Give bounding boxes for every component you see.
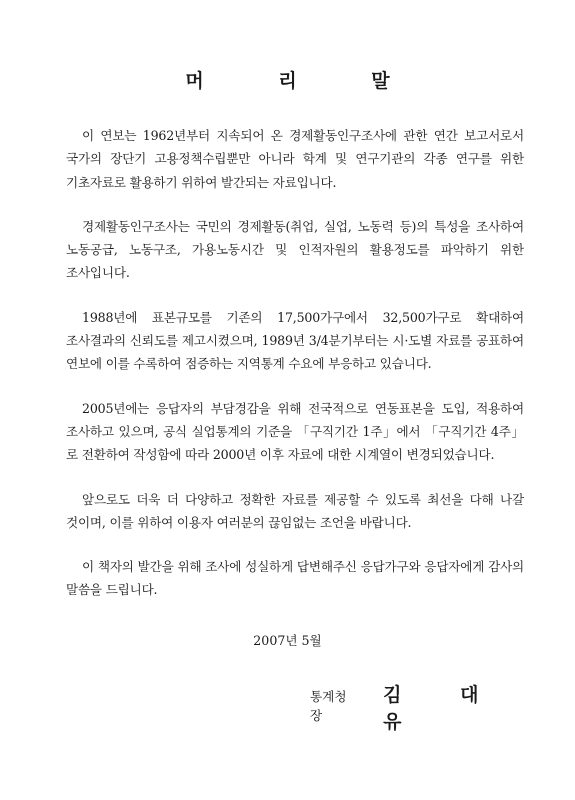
paragraph-4: 2005년에는 응답자의 부담경감을 위해 전국적으로 연동표본을 도입, 적용하여 조사하고 있으며, 공식 실업통계의 기준을 「구직기간 1주」에서 「구직기간 4주」로 전환하여 작성함에 따라 2000년 이후 자료에 대한 시계열이 변경되었습니다. — [66, 400, 524, 463]
paragraph-6: 이 책자의 발간을 위해 조사에 성실하게 답변해주신 응답가구와 응답자에게 감사의 말씀을 드립니다. — [66, 559, 524, 598]
page-title: 머 리 말 — [185, 70, 424, 92]
paragraph-5: 앞으로도 더욱 더 다양하고 정확한 자료를 제공할 수 있도록 최선을 다해 나갈 것이며, 이를 위하여 이용자 여러분의 끊임없는 조언을 바랍니다. — [66, 491, 524, 530]
publication-date: 2007년 5월 — [253, 633, 322, 648]
document-body — [66, 124, 524, 623]
paragraph-3: 1988년에 표본규모를 기존의 17,500가구에서 32,500가구로 확대하여 조사결과의 신뢰도를 제고시켰으며, 1989년 3/4분기부터는 시·도별 자료를 공표하여 연보에 이를 수록하여 점증하는 지역통계 수요에 부응하고 있습니다. — [66, 309, 524, 372]
signature-block — [310, 680, 575, 734]
signature-name: 김 대 유 — [383, 684, 505, 733]
signature-title: 통계청장 — [310, 689, 347, 723]
paragraph-1: 이 연보는 1962년부터 지속되어 온 경제활동인구조사에 관한 연간 보고서로서 국가의 장단기 고용정책수립뿐만 아니라 학계 및 연구기관의 각종 연구를 위한 기초자료로 활용하기 위하여 발간되는 자료입니다. — [66, 128, 524, 190]
paragraph-2: 경제활동인구조사는 국민의 경제활동(취업, 실업, 노동력 등)의 특성을 조사하여 노동공급, 노동구조, 가용노동시간 및 인적자원의 활용정도를 파악하기 위한 조사입니다. — [66, 218, 524, 281]
